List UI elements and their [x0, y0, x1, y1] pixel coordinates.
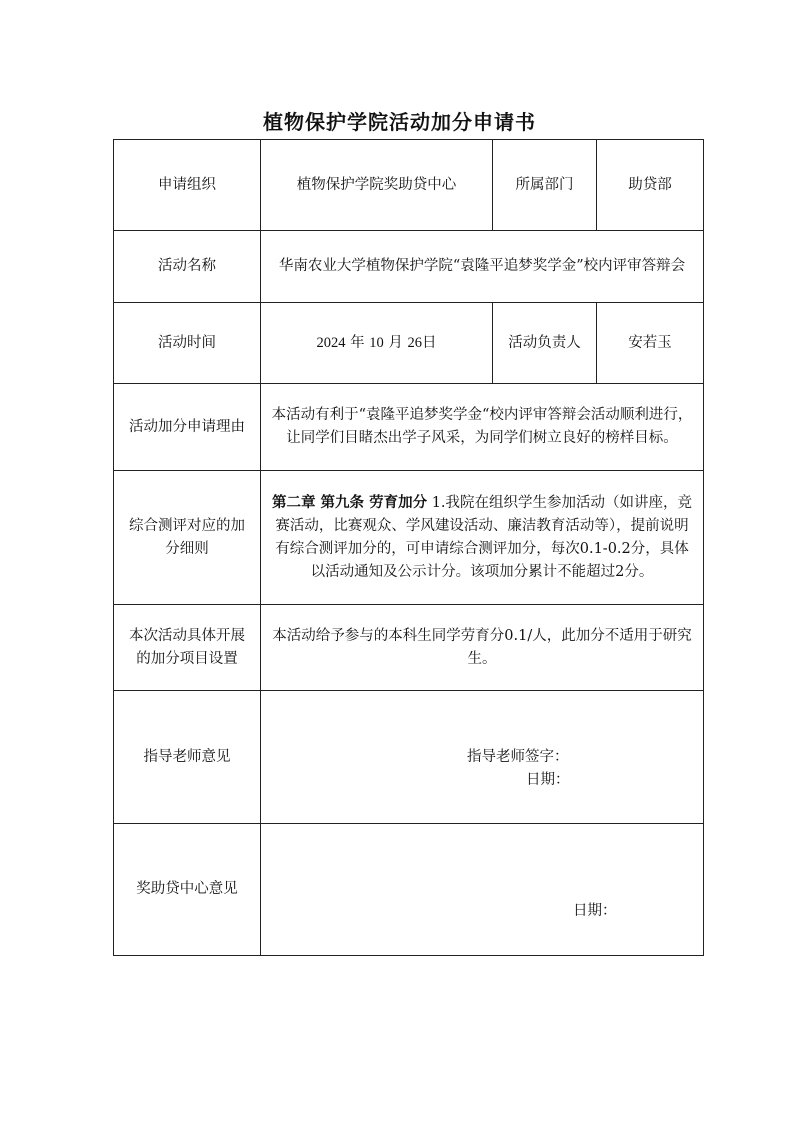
teacher-opinion-label: 指导老师意见	[114, 691, 261, 824]
org-value: 植物保护学院奖助贷中心	[261, 140, 493, 231]
row-rules	[114, 471, 704, 605]
row-reason	[114, 384, 704, 471]
row-center-opinion	[114, 824, 704, 956]
reason-value: 本活动有利于“袁隆平追梦奖学金“校内评审答辩会活动顺利进行，让同学们目睹杰出学子风采，为同学们树立良好的榜样目标。	[261, 384, 704, 471]
row-activity-time	[114, 303, 704, 384]
teacher-date-label: 日期：	[526, 772, 570, 788]
application-form-table	[113, 139, 704, 956]
center-opinion-area	[261, 824, 704, 956]
center-opinion-label: 奖助贷中心意见	[114, 824, 261, 956]
activity-month-unit: 月	[388, 334, 403, 351]
row-applicant-org	[114, 140, 704, 231]
activity-time-label: 活动时间	[114, 303, 261, 384]
rules-heading: 第二章 第九条 劳育加分	[271, 494, 428, 511]
center-date-label: 日期：	[573, 903, 617, 919]
leader-label: 活动负责人	[493, 303, 597, 384]
rules-text: 1.我院在组织学生参加活动（如讲座，竞赛活动，比赛观众、学风建设活动、廉洁教育活动等），提前说明有综合测评加分的，可申请综合测评加分，每次0.1-0.2分，具体以活动通知及公示计分。该项加分累计不能超过2分。	[275, 495, 693, 580]
activity-month: 10	[369, 334, 384, 351]
activity-time-value	[261, 303, 493, 384]
activity-day: 26	[407, 334, 422, 351]
setting-value: 本活动给予参与的本科生同学劳育分0.1/人，此加分不适用于研究生。	[261, 605, 704, 691]
rules-value	[261, 471, 704, 605]
leader-value: 安若玉	[597, 303, 704, 384]
activity-name-value: 华南农业大学植物保护学院“袁隆平追梦奖学金”校内评审答辩会	[261, 231, 704, 303]
reason-label: 活动加分申请理由	[114, 384, 261, 471]
teacher-sign-label: 指导老师签字：	[467, 749, 569, 765]
document-title: 植物保护学院活动加分申请书	[263, 110, 536, 134]
org-label: 申请组织	[114, 140, 261, 231]
row-activity-name	[114, 231, 704, 303]
activity-name-label: 活动名称	[114, 231, 261, 303]
dept-label: 所属部门	[493, 140, 597, 231]
activity-year-unit: 年	[350, 334, 365, 351]
row-setting	[114, 605, 704, 691]
rules-label: 综合测评对应的加分细则	[114, 471, 261, 605]
dept-value: 助贷部	[597, 140, 704, 231]
row-teacher-opinion	[114, 691, 704, 824]
teacher-opinion-area	[261, 691, 704, 824]
activity-day-unit: 日	[421, 334, 437, 351]
setting-label: 本次活动具体开展的加分项目设置	[114, 605, 261, 691]
activity-year: 2024	[316, 334, 346, 351]
